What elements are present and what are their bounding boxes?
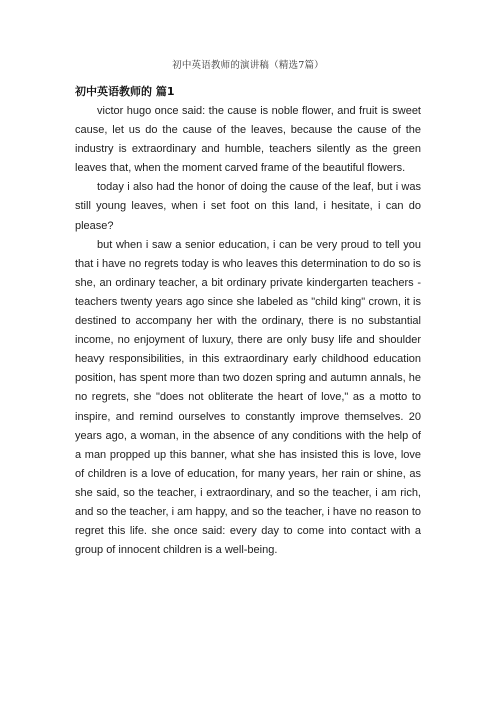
document-body: [75, 84, 421, 560]
document-header-title: 初中英语教师的演讲稿（精选7篇）: [172, 60, 324, 71]
paragraph-3: but when i saw a senior education, i can be very proud to tell you that i have no regrets today is who leaves this determination to do so is she, an ordinary teacher, a bit ordinary private kindergarten teachers - teachers twenty years ago since she labeled as "child king" crown, it is destined to accompany her with the ordinary, there is no substantial income, no enjoyment of luxury, there are only busy life and shoulder heavy responsibilities, in this extraordinary early childhood education position, has spent more than two dozen spring and autumn annals, he no regrets, she "does not obliterate the heart of love," as a motto to inspire, and remind ourselves to constantly improve themselves. 20 years ago, a woman, in the absence of any conditions with the help of a man propped up this banner, what she has insisted this is love, love of children is a love of education, for many years, her rain or shine, as she said, so the teacher, i extraordinary, and so the teacher, i am rich, and so the teacher, i am happy, and so the teacher, i have no reason to regret this life. she once said: every day to come into contact with a group of innocent children is a well-being.: [75, 238, 421, 557]
paragraph-2: today i also had the honor of doing the cause of the leaf, but i was still young leaves, when i set foot on this land, i hesitate, i can do please?: [75, 181, 421, 232]
paragraph-1: victor hugo once said: the cause is noble flower, and fruit is sweet cause, let us do the cause of the leaves, because the cause of the industry is extraordinary and humble, teachers silently as the green leaves that, when the moment carved frame of the beautiful flowers.: [75, 105, 421, 175]
section-heading: 初中英语教师的 篇1: [75, 85, 175, 98]
